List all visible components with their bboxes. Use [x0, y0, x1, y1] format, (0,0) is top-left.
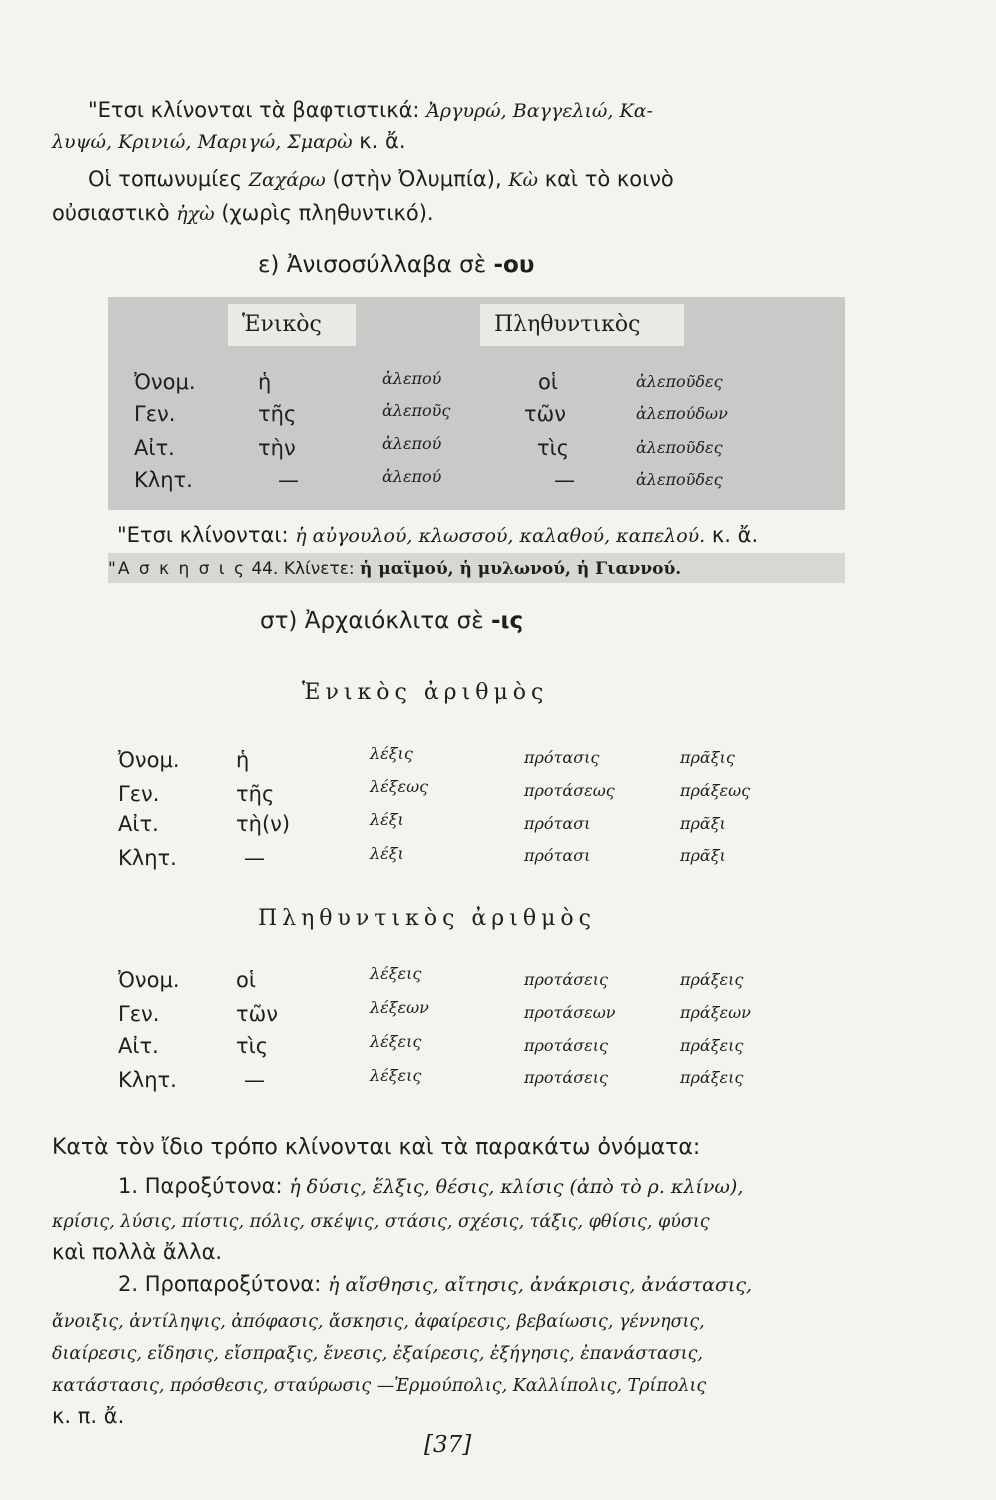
- word-protasis: προτάσεις: [524, 1036, 608, 1055]
- exercise-44: [108, 555, 681, 583]
- case-label: Αἰτ.: [134, 436, 175, 460]
- intro-line-3: [88, 165, 674, 194]
- section-st-title: [260, 608, 523, 634]
- case-label: Γεν.: [118, 1002, 160, 1026]
- word-protasis: πρότασι: [524, 846, 591, 865]
- section-e-ending: -ου: [493, 252, 535, 278]
- word-protasis: πρότασι: [524, 814, 591, 833]
- word-protasis: προτάσεις: [524, 1068, 608, 1087]
- form-singular: ἀλεπού: [382, 369, 442, 388]
- article-singular: —: [278, 468, 299, 492]
- word-praxis: πρᾶξι: [680, 846, 726, 865]
- form-plural: ἀλεποῦδες: [636, 438, 723, 457]
- header-plural: Πληθυντικὸς: [480, 304, 684, 346]
- article-singular: ἡ: [258, 370, 272, 394]
- exercise-words: ἡ μαϊμού, ἡ μυλωνού, ἡ Γιαννού.: [360, 559, 682, 579]
- article-plural: οἱ: [538, 370, 558, 394]
- word-lexis: λέξεις: [370, 964, 422, 983]
- section-e-table-background: [108, 297, 845, 510]
- word-lexis: λέξι: [370, 810, 404, 829]
- word-praxis: πράξεις: [680, 970, 744, 989]
- page-number: [37]: [424, 1432, 472, 1458]
- form-singular: ἀλεπού: [382, 467, 442, 486]
- case-label: Γεν.: [134, 402, 176, 426]
- closing-item-1-end: καὶ πολλὰ ἄλλα.: [52, 1240, 223, 1264]
- word-lexis: λέξις: [370, 744, 413, 763]
- word-lexis: λέξεων: [370, 998, 429, 1017]
- article: —: [244, 846, 265, 870]
- closing-item-2-line-4: κατάστασις, πρόσθεσις, σταύρωσις —Ἑρμούπολις, Καλλίπολις, Τρίπολις: [52, 1376, 707, 1396]
- article: ἡ: [236, 748, 250, 772]
- plural-heading: Πληθυντικὸς ἀριθμὸς: [258, 906, 596, 931]
- case-label: Αἰτ.: [118, 1034, 159, 1058]
- article-plural: τῶν: [524, 402, 566, 426]
- word-praxis: πρᾶξι: [680, 814, 726, 833]
- item-1-label: 1. Παροξύτονα:: [118, 1174, 283, 1198]
- closing-line-1: Κατὰ τὸν ἴδιο τρόπο κλίνονται καὶ τὰ παρακάτω ὀνόματα:: [52, 1135, 701, 1160]
- word-praxis: πράξεων: [680, 1003, 751, 1022]
- intro-names: λυψώ, Κρινιώ, Μαριγώ, Σμαρὼ: [52, 131, 353, 153]
- article: τῶν: [236, 1002, 278, 1026]
- case-label: Γεν.: [118, 782, 160, 806]
- case-label: Κλητ.: [118, 846, 177, 870]
- article-singular: τὴν: [258, 436, 296, 460]
- examples-words: ἡ αὐγουλού, κλωσσού, καλαθού, καπελού.: [295, 525, 706, 547]
- article: οἱ: [236, 968, 256, 992]
- form-plural: ἀλεπούδων: [636, 404, 728, 423]
- item-1-words: ἡ δύσις, ἕλξις, θέσις, κλίσις (ἀπὸ τὸ ρ. κλίνω),: [289, 1176, 744, 1198]
- closing-item-1-cont: κρίσις, λύσις, πίστις, πόλις, σκέψις, στάσις, σχέσις, τάξις, φθίσις, φύσις: [52, 1212, 710, 1232]
- word-protasis: προτάσεων: [524, 1003, 616, 1022]
- form-plural: ἀλεποῦδες: [636, 372, 723, 391]
- case-label: Ὀνομ.: [118, 968, 180, 992]
- article: τὶς: [236, 1034, 269, 1058]
- intro-names: Ἀργυρώ, Βαγγελιώ, Κα-: [426, 100, 653, 122]
- intro-names: Κὼ: [508, 169, 539, 191]
- word-lexis: λέξι: [370, 844, 404, 863]
- intro-text: Οἱ τοπωνυμίες: [88, 167, 243, 191]
- closing-item-2: [118, 1270, 752, 1299]
- closing-item-2-line-3: διαίρεσις, εἴδησις, εἴσπραξις, ἔνεσις, ἐξαίρεσις, ἐξήγησις, ἐπανάστασις,: [52, 1344, 703, 1364]
- case-label: Ὀνομ.: [118, 748, 180, 772]
- item-2-label: 2. Προπαροξύτονα:: [118, 1272, 322, 1296]
- section-st-title-text: στ) Ἀρχαιόκλιτα σὲ: [260, 608, 484, 634]
- intro-line-1: [88, 96, 653, 125]
- intro-line-2: [52, 127, 406, 156]
- exercise-number: 44.: [251, 559, 279, 579]
- case-label: Αἰτ.: [118, 812, 159, 836]
- word-praxis: πρᾶξις: [680, 748, 735, 767]
- word-lexis: λέξεις: [370, 1032, 422, 1051]
- word-protasis: προτάσεις: [524, 970, 608, 989]
- article: —: [244, 1068, 265, 1092]
- examples-etc: κ. ἄ.: [711, 523, 759, 547]
- section-st-ending: -ις: [490, 608, 524, 634]
- word-praxis: πράξεις: [680, 1036, 744, 1055]
- word-protasis: προτάσεως: [524, 781, 615, 800]
- exercise-instruction: Κλίνετε:: [283, 559, 355, 579]
- singular-heading: Ἑνικὸς ἀριθμὸς: [302, 680, 549, 705]
- article-plural: τὶς: [537, 436, 570, 460]
- intro-text: κ. ἄ.: [359, 129, 406, 153]
- header-singular: Ἑνικὸς: [228, 304, 356, 346]
- closing-item-2-end: κ. π. ἄ.: [52, 1404, 125, 1428]
- intro-text: "Ετσι κλίνονται τὰ βαφτιστικά:: [88, 98, 420, 122]
- form-singular: ἀλεποῦς: [382, 401, 451, 420]
- case-label: Κλητ.: [118, 1068, 177, 1092]
- intro-text: (στὴν Ὀλυμπία),: [332, 167, 502, 191]
- word-praxis: πράξεις: [680, 1068, 744, 1087]
- intro-text: (χωρὶς πληθυντικό).: [221, 201, 434, 225]
- article: τῆς: [236, 782, 275, 806]
- word-lexis: λέξεως: [370, 777, 429, 796]
- intro-line-4: [52, 199, 434, 228]
- closing-item-2-line-2: ἄνοιξις, ἀντίληψις, ἀπόφασις, ἄσκησις, ἀφαίρεσις, βεβαίωσις, γέννησις,: [52, 1312, 705, 1332]
- intro-text: καὶ τὸ κοινὸ: [544, 167, 674, 191]
- intro-names: Ζαχάρω: [248, 169, 326, 191]
- form-plural: ἀλεποῦδες: [636, 470, 723, 489]
- item-2-words: ἡ αἴσθησις, αἴτησις, ἀνάκρισις, ἀνάστασις,: [328, 1274, 753, 1296]
- article: τὴ(ν): [236, 812, 291, 836]
- article-plural: —: [554, 468, 575, 492]
- section-e-examples: [117, 521, 758, 550]
- exercise-label: "Α σ κ η σ ι ς: [108, 559, 246, 579]
- form-singular: ἀλεπού: [382, 434, 442, 453]
- word-lexis: λέξεις: [370, 1066, 422, 1085]
- section-e-title: [258, 252, 534, 278]
- word-protasis: πρότασις: [524, 748, 600, 767]
- article-singular: τῆς: [258, 402, 297, 426]
- section-e-title-text: ε) Ἀνισοσύλλαβα σὲ: [258, 252, 487, 278]
- closing-item-1: [118, 1172, 743, 1201]
- case-label: Κλητ.: [134, 468, 193, 492]
- intro-text: οὐσιαστικὸ: [52, 201, 170, 225]
- examples-label: "Ετσι κλίνονται:: [117, 523, 289, 547]
- intro-names: ἠχὼ: [176, 203, 215, 225]
- case-label: Ὀνομ.: [134, 370, 196, 394]
- word-praxis: πράξεως: [680, 781, 751, 800]
